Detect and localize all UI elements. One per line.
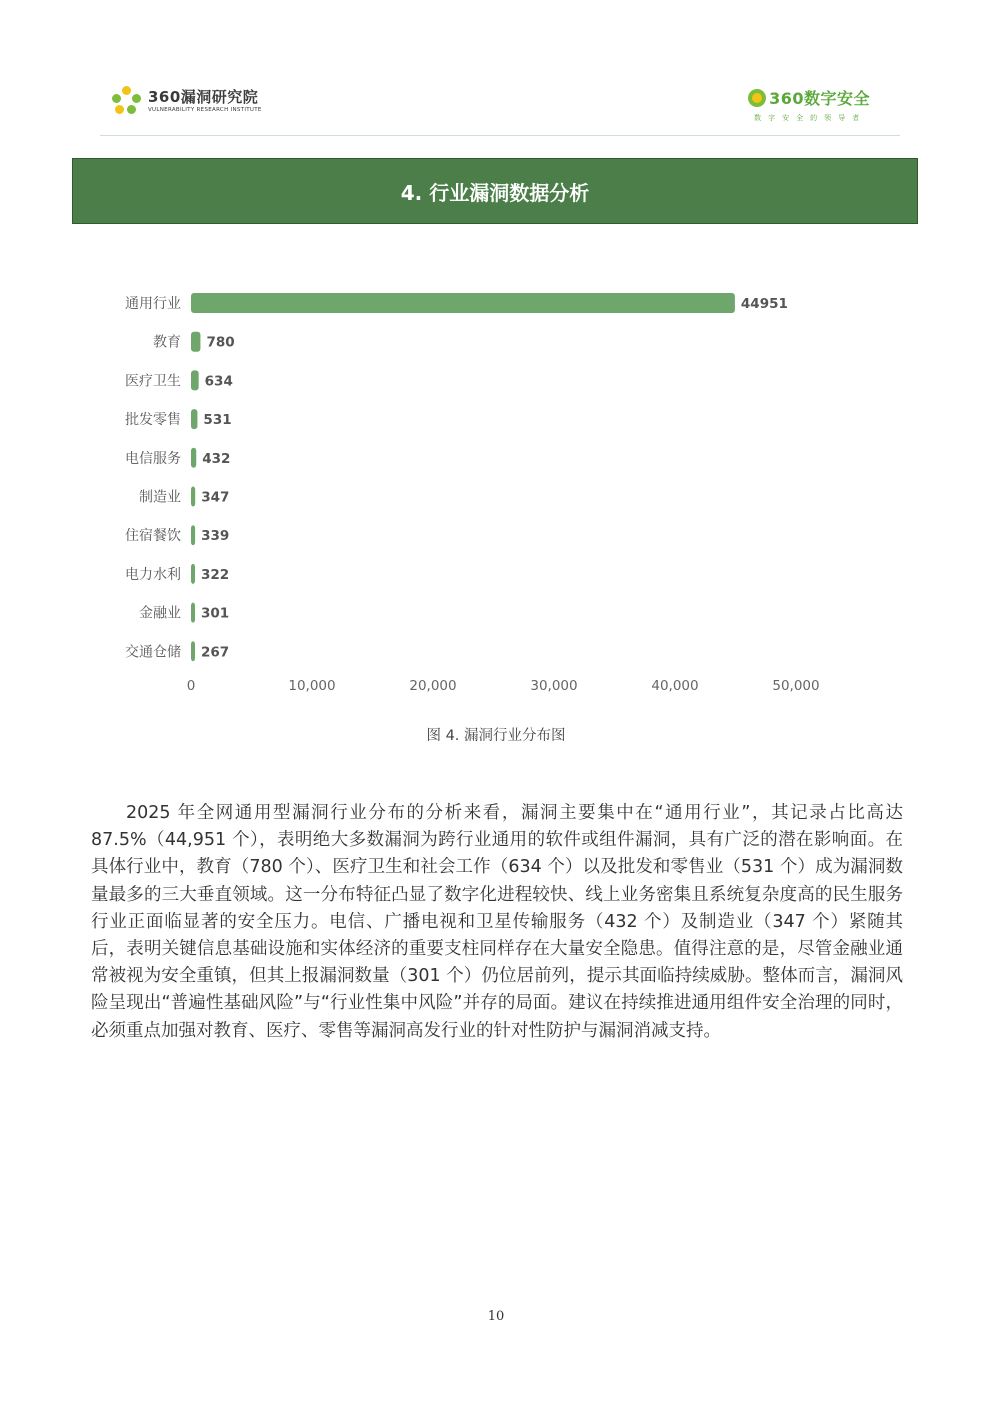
- value-label: 432: [202, 450, 231, 467]
- value-label: 634: [204, 373, 233, 390]
- x-tick-label: 0: [186, 678, 196, 694]
- value-label: 322: [201, 566, 230, 583]
- category-label: 批发零售: [125, 412, 181, 429]
- bar: [191, 525, 195, 545]
- x-tick-label: 30,000: [530, 678, 578, 694]
- category-label: 电信服务: [125, 450, 181, 467]
- bar: [191, 332, 200, 352]
- industry-bar-chart: [100, 275, 860, 700]
- body-paragraph: 2025 年全网通用型漏洞行业分布的分析来看，漏洞主要集中在“通用行业”，其记录占比高达 87.5%（44,951 个），表明绝大多数漏洞为跨行业通用的软件或组件漏洞，具有广泛的潜在影响面。在具体行业中，教育（780 个）、医疗卫生和社会工作（634 个）以及批发和零售业（531 个）成为漏洞数量最多的三大垂直领域。这一分布特征凸显了数字化进程较快、线上业务密集且系统复杂度高的民生服务行业正面临显著的安全压力。电信、广播电视和卫星传输服务（432 个）及制造业（347 个）紧随其后，表明关键信息基础设施和实体经济的重要支柱同样存在大量安全隐患。值得注意的是，尽管金融业通常被视为安全重镇，但其上报漏洞数量（301 个）仍位居前列，提示其面临持续威胁。整体而言，漏洞风险呈现出“普遍性基础风险”与“行业性集中风险”并存的局面。建议在持续推进通用组件安全治理的同时，必须重点加强对教育、医疗、零售等漏洞高发行业的针对性防护与漏洞消减支持。: [91, 803, 903, 1041]
- value-label: 339: [201, 528, 230, 545]
- right-logo-title: 360数字安全: [769, 89, 870, 108]
- right-logo-slogan: 数字安全的领导者: [754, 114, 867, 122]
- bar: [191, 293, 735, 313]
- category-label: 制造业: [139, 489, 181, 506]
- section-title: 4. 行业漏洞数据分析: [400, 180, 590, 205]
- bar: [191, 603, 195, 623]
- bar: [191, 641, 195, 661]
- value-label: 780: [206, 334, 235, 351]
- category-label: 教育: [153, 334, 181, 351]
- value-label: 267: [201, 644, 230, 661]
- category-label: 住宿餐饮: [125, 528, 181, 545]
- value-label: 301: [201, 605, 230, 622]
- digital-security-logo: [748, 86, 870, 123]
- value-label: 347: [201, 489, 230, 506]
- page-header: [100, 80, 900, 136]
- x-tick-label: 40,000: [651, 678, 699, 694]
- category-label: 电力水利: [125, 566, 181, 583]
- left-logo-title: 360漏洞研究院: [148, 88, 259, 106]
- shield-logo-icon: [748, 89, 766, 107]
- page-number: 10: [487, 1309, 505, 1324]
- x-tick-label: 10,000: [288, 678, 336, 694]
- left-logo-subtitle: VULNERABILITY RESEARCH INSTITUTE: [148, 107, 262, 113]
- value-label: 44951: [740, 296, 788, 312]
- brand-logo-icon: [112, 86, 142, 116]
- header-divider: [100, 135, 900, 136]
- category-label: 金融业: [139, 605, 181, 622]
- category-label: 交通仓储: [125, 644, 181, 661]
- category-label: 医疗卫生: [125, 373, 181, 390]
- bar: [191, 487, 195, 507]
- value-label: 531: [203, 412, 232, 429]
- bar: [191, 370, 199, 390]
- figure-caption: 图 4. 漏洞行业分布图: [426, 728, 566, 744]
- bar: [191, 409, 197, 429]
- bar: [191, 564, 195, 584]
- x-tick-label: 20,000: [409, 678, 457, 694]
- section-banner: [72, 158, 918, 224]
- x-tick-label: 50,000: [772, 678, 820, 694]
- bar: [191, 448, 196, 468]
- category-label: 通用行业: [125, 296, 181, 312]
- vulnerability-institute-logo: [112, 86, 262, 116]
